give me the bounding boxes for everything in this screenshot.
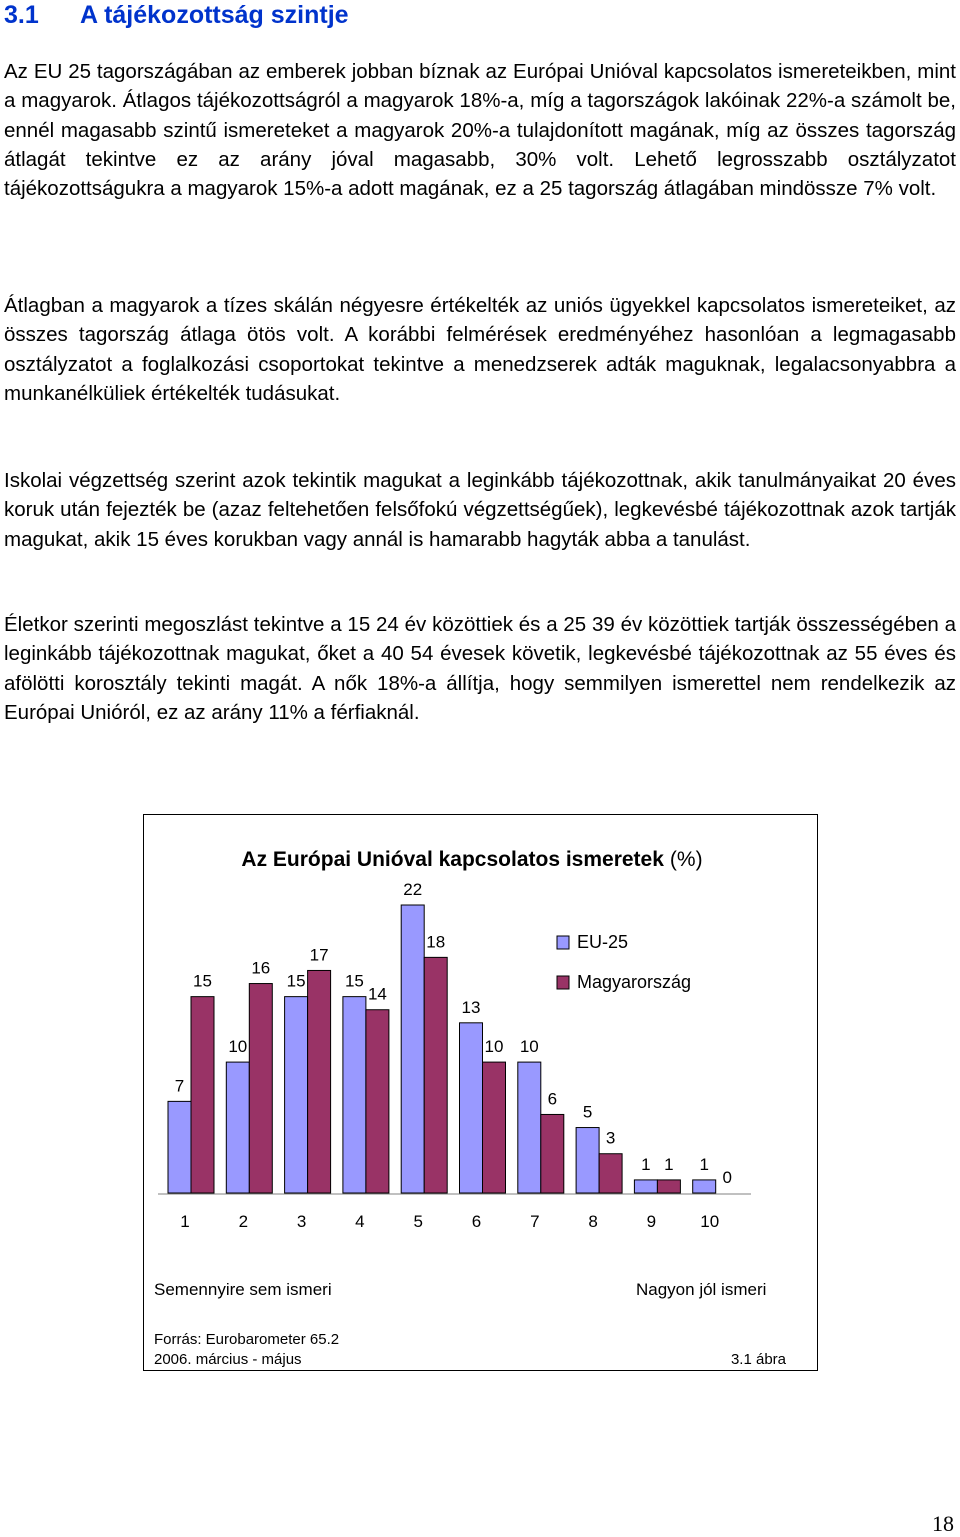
x-tick-label-2: 2 — [238, 1212, 249, 1231]
bar-eu25-6 — [460, 1023, 483, 1193]
x-tick-label-5: 5 — [413, 1212, 423, 1231]
bar-hu-7 — [541, 1114, 564, 1193]
bar-eu25-7 — [518, 1062, 541, 1193]
legend-swatch-hu — [557, 976, 569, 989]
data-label-hu-5: 18 — [426, 932, 446, 952]
data-label-hu-8: 3 — [605, 1128, 616, 1148]
bar-eu25-3 — [285, 997, 308, 1193]
bar-hu-4 — [366, 1010, 389, 1193]
paragraph-4: Életkor szerinti megoszlást tekintve a 15 24 év közöttiek és a 25 39 év közöttiek tartják összességében a leginkább tájékozottnak magukat, őket a 40 54 évesek követik, legkevésbé tájékozottnak az 55 éves és afölötti korosztály tekinti magát. A nők 18%-a állítja, hogy semmilyen ismerettel nem rendelkezik az Európai Unióról, ez az arány 11% a férfiaknál. — [4, 613, 956, 724]
data-label-hu-4: 14 — [367, 984, 387, 1004]
legend-label-eu25: EU-25 — [577, 932, 629, 952]
data-label-eu25-2: 10 — [228, 1037, 248, 1057]
data-label-hu-9: 1 — [664, 1154, 674, 1174]
bar-eu25-10 — [693, 1180, 716, 1193]
data-label-eu25-3: 15 — [286, 971, 306, 991]
bar-hu-6 — [483, 1062, 506, 1193]
bar-eu25-1 — [168, 1101, 191, 1193]
data-label-hu-3: 17 — [309, 945, 329, 965]
bars-layer — [168, 880, 732, 1193]
x-tick-label-4: 4 — [355, 1212, 365, 1231]
data-label-eu25-8: 5 — [582, 1102, 593, 1122]
chart-title-text: Az Európai Unióval kapcsolatos ismeretek — [241, 848, 664, 871]
data-label-eu25-10: 1 — [699, 1154, 709, 1174]
bar-hu-5 — [424, 957, 447, 1193]
bar-eu25-5 — [401, 905, 424, 1193]
x-tick-labels — [180, 1212, 719, 1231]
bar-hu-2 — [249, 984, 272, 1193]
chart-title — [241, 848, 702, 871]
bar-hu-1 — [191, 997, 214, 1193]
data-label-eu25-9: 1 — [641, 1154, 651, 1174]
paragraph-1: Az EU 25 tagországában az emberek jobban bíznak az Európai Unióval kapcsolatos ismereteikben, mint a magyarok. Átlagos tájékozottságról a magyarok 18%-a, míg a tagországok lakóinak 22%-a számolt be, ennél magasabb szintű ismereteket a magyarok 20%-a tulajdonított magának, míg az összes tagország átlagát tekintve ez az arány jóval magasabb, 30% volt. Lehető legrosszabb osztályzatot tájékozottságukra a magyarok 15%-a adott magának, ez a 25 tagország átlagában mindössze 7% volt. — [4, 60, 956, 201]
bar-eu25-9 — [634, 1180, 657, 1193]
x-tick-label-10: 10 — [700, 1212, 720, 1231]
data-label-hu-10: 0 — [722, 1168, 732, 1187]
figure-label: 3.1 ábra — [730, 1351, 786, 1368]
data-label-eu25-4: 15 — [344, 971, 364, 991]
legend-label-hu: Magyarország — [577, 972, 692, 992]
data-label-hu-1: 15 — [193, 971, 212, 991]
data-label-eu25-1: 7 — [174, 1076, 185, 1096]
legend — [557, 932, 691, 992]
scale-low-label: Semennyire sem ismeri — [154, 1280, 332, 1299]
legend-swatch-eu25 — [557, 936, 569, 949]
x-tick-label-3: 3 — [296, 1212, 307, 1231]
bar-chart — [144, 815, 819, 1372]
x-tick-label-8: 8 — [588, 1212, 598, 1231]
bar-eu25-2 — [226, 1062, 249, 1193]
bar-hu-8 — [599, 1154, 622, 1193]
source-line-1: Forrás: Eurobarometer 65.2 — [154, 1331, 340, 1348]
x-tick-label-7: 7 — [530, 1212, 540, 1231]
source-line-2: 2006. március - május — [154, 1351, 302, 1368]
paragraph-3: Iskolai végzettség szerint azok tekintik magukat a leginkább tájékozottnak, akik tanulmányaikat 20 éves koruk után fejezték be (azaz feltehetően felsőfokú végzettségűek), legkevésbé tájékozottnak azok tartják magukat, akik 15 éves korukban vagy annál is hamarabb hagyták abba a tanulást. — [4, 469, 956, 551]
section-heading — [4, 0, 349, 30]
section-title: A tájékozottság szintje — [80, 1, 349, 29]
data-label-hu-2: 16 — [251, 958, 271, 978]
data-label-eu25-5: 22 — [403, 880, 423, 899]
bar-eu25-8 — [576, 1128, 599, 1193]
bar-hu-3 — [308, 970, 331, 1193]
x-tick-label-6: 6 — [471, 1212, 482, 1231]
chart-title-unit: (%) — [669, 848, 703, 871]
scale-high-label: Nagyon jól ismeri — [636, 1280, 767, 1299]
data-label-hu-7: 6 — [547, 1089, 558, 1109]
data-label-hu-6: 10 — [484, 1037, 504, 1057]
page-number: 18 — [932, 1511, 954, 1536]
data-label-eu25-6: 13 — [461, 997, 481, 1017]
bar-hu-9 — [657, 1180, 680, 1193]
x-tick-label-9: 9 — [646, 1212, 657, 1231]
chart-figure — [143, 814, 818, 1371]
bar-eu25-4 — [343, 997, 366, 1193]
paragraph-2: Átlagban a magyarok a tízes skálán négyesre értékelték az uniós ügyekkel kapcsolatos ismereteiket, az összes tagország átlaga ötös volt. A korábbi felmérések eredményéhez hasonlóan a legmagasabb osztályzatot a foglalkozási csoportokat tekintve a menedzserek adták maguknak, legalacsonyabbra a munkanélküliek értékelték tudásukat. — [4, 294, 956, 405]
data-label-eu25-7: 10 — [519, 1037, 539, 1057]
section-number: 3.1 — [4, 1, 39, 29]
x-tick-label-1: 1 — [180, 1212, 190, 1231]
